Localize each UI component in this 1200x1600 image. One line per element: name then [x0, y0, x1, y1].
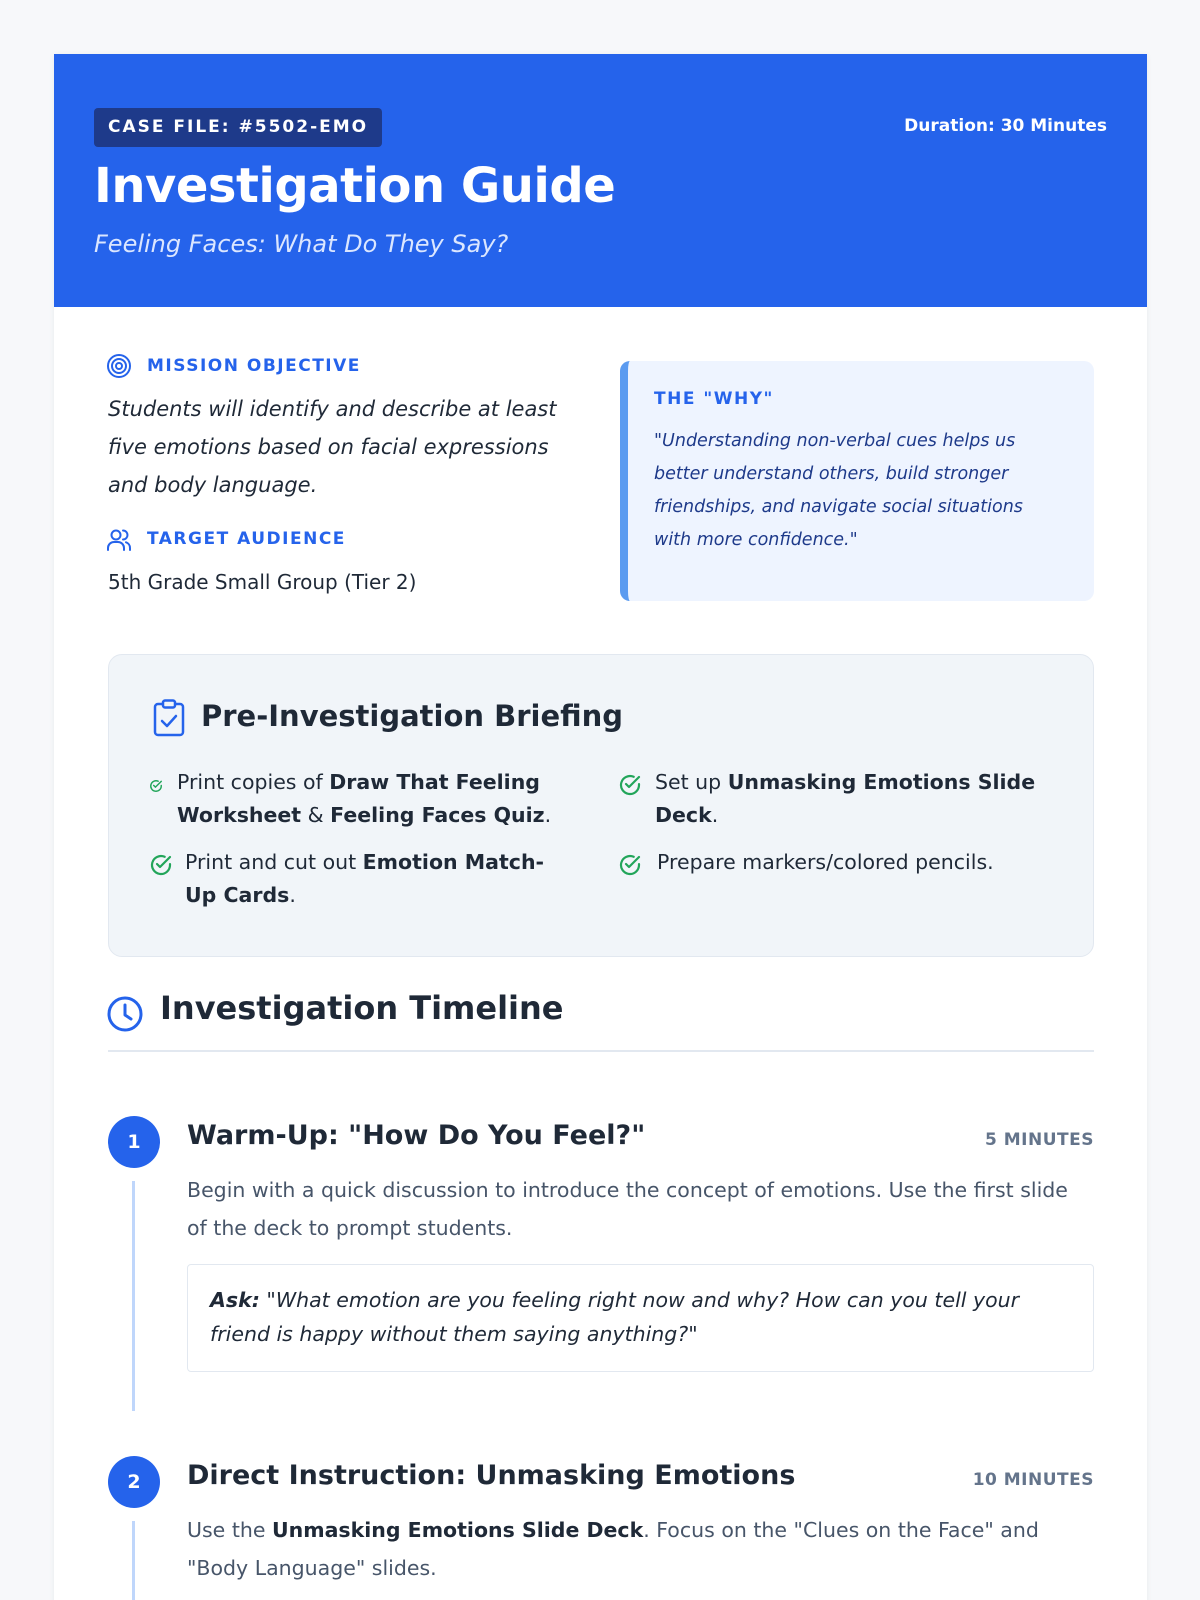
- timeline-title: Investigation Timeline: [160, 989, 564, 1027]
- step-number: 1: [108, 1116, 160, 1168]
- case-file-badge: CASE FILE: #5502-EMO: [94, 108, 382, 147]
- step-description: Begin with a quick discussion to introduce the concept of emotions. Use the first slide of the deck to prompt students.: [187, 1178, 1068, 1240]
- step-duration: 5 MINUTES: [985, 1130, 1094, 1150]
- check-circle-icon: [618, 773, 642, 797]
- pre-investigation-briefing: [108, 654, 1094, 957]
- mission-objective-label: MISSION OBJECTIVE: [147, 356, 361, 376]
- briefing-item: Print copies of Draw That Feeling Worksheet & Feeling Faces Quiz.: [177, 770, 552, 827]
- check-circle-icon: [149, 853, 173, 877]
- ask-prompt-text: Ask: "What emotion are you feeling right now and why? How can you tell your friend is happy without them saying anything?": [210, 1288, 1020, 1346]
- step-duration: 10 MINUTES: [972, 1470, 1094, 1490]
- step-connector: [132, 1181, 135, 1411]
- why-callout: [620, 361, 1094, 601]
- mission-objective-text: Students will identify and describe at least five emotions based on facial expressions and body language.: [108, 397, 557, 497]
- clock-icon: [106, 995, 144, 1033]
- total-duration: Duration: 30 Minutes: [904, 116, 1107, 136]
- briefing-item: Prepare markers/colored pencils.: [657, 850, 994, 874]
- header-banner: [54, 54, 1147, 307]
- check-circle-icon: [618, 853, 642, 877]
- why-quote: "Understanding non-verbal cues helps us better understand others, build stronger friendships, and navigate social situations with more confidence.": [654, 431, 1023, 550]
- page-title: Investigation Guide: [94, 158, 616, 214]
- briefing-item: Set up Unmasking Emotions Slide Deck.: [655, 770, 1036, 827]
- timeline-divider: [108, 1050, 1094, 1052]
- users-icon: [106, 527, 132, 553]
- step-description: Use the Unmasking Emotions Slide Deck. Focus on the "Clues on the Face" and "Body Language" slides.: [187, 1518, 1039, 1580]
- target-icon: [106, 353, 132, 379]
- step-number: 2: [108, 1456, 160, 1508]
- ask-prompt-box: [187, 1264, 1094, 1372]
- target-audience-label: TARGET AUDIENCE: [147, 529, 346, 549]
- check-circle-icon: [149, 779, 163, 793]
- briefing-item: Print and cut out Emotion Match-Up Cards.: [185, 850, 545, 907]
- briefing-title: Pre-Investigation Briefing: [201, 699, 624, 733]
- clipboard-check-icon: [153, 699, 185, 737]
- step-title: Warm-Up: "How Do You Feel?": [187, 1120, 646, 1151]
- why-title: THE "WHY": [654, 389, 774, 409]
- step-title: Direct Instruction: Unmasking Emotions: [187, 1460, 796, 1491]
- target-audience-text: 5th Grade Small Group (Tier 2): [108, 570, 417, 594]
- page-subtitle: Feeling Faces: What Do They Say?: [94, 230, 509, 258]
- investigation-guide-card: [54, 54, 1147, 1600]
- step-connector: [132, 1521, 135, 1600]
